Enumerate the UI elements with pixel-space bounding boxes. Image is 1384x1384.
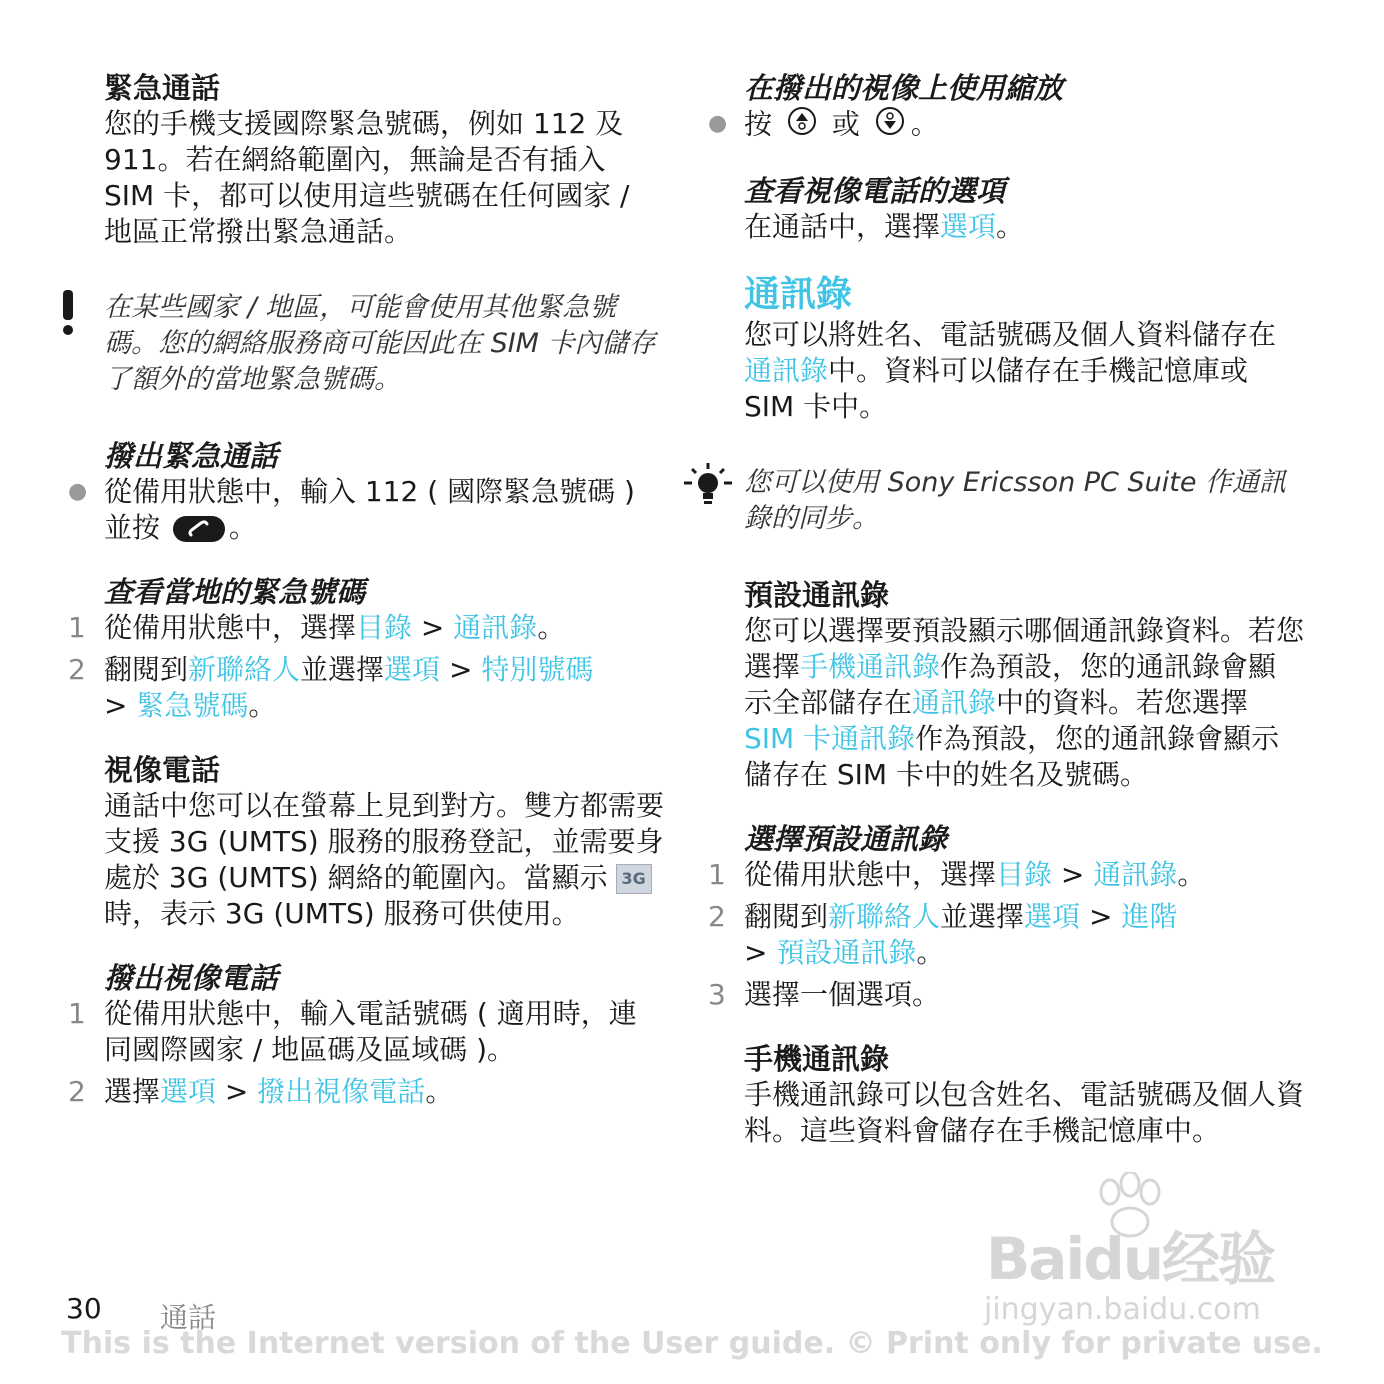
video-call-text: 時，表示 3G (UMTS) 服務可供使用。 [104,897,580,930]
tip-note [744,465,1304,537]
step-number: 2 [708,900,726,933]
step-text: 翻閱到 [104,653,189,686]
new-contact-link[interactable]: 新聯絡人 [188,653,301,686]
bullet-icon: ● [68,479,88,504]
default-text: 中的資料。若您選擇 [996,686,1249,719]
phone-contacts-body: 手機通訊錄可以包含姓名、電話號碼及個人資料。這些資料會儲存在手機記憶庫中。 [744,1078,1305,1147]
step-text: 選擇一個選項。 [744,978,941,1011]
video-call-body [104,788,664,932]
local-emergency-heading: 查看當地的緊急號碼 [104,575,366,609]
contacts-link[interactable]: 通訊錄 [912,686,997,719]
step-text: 從備用狀態中，輸入電話號碼 ( 適用時，連同國際國家 / 地區碼及區域碼 )。 [104,997,637,1066]
list-item [68,652,664,724]
default-contacts-body [744,613,1304,793]
options-link[interactable]: 選項 [1024,900,1081,933]
dial-emergency-item [68,474,664,546]
default-text: 您可以選擇要預設顯示哪個通訊錄資料。若您選擇 [744,614,1305,683]
right-column [708,70,1305,1149]
step-number: 1 [708,858,726,891]
step-end: 。 [537,611,566,644]
contacts-text: 中。資料可以儲存在手機記憶庫或 SIM 卡中。 [744,354,1249,423]
options-link[interactable]: 選項 [160,1075,217,1108]
contacts-body [744,317,1304,425]
contacts-link[interactable]: 通訊錄 [1093,858,1178,891]
sim-contacts-link[interactable]: SIM 卡通訊錄 [744,722,916,755]
step-number: 2 [68,1075,86,1108]
section-name: 通話 [160,1301,217,1334]
menu-link[interactable]: 目錄 [356,611,413,644]
separator: > [744,936,777,969]
step-text: 翻閱到 [744,900,829,933]
step-number: 2 [68,653,86,686]
contacts-link[interactable]: 通訊錄 [453,611,538,644]
watermark-url: jingyan.baidu.com [984,1292,1261,1327]
step-end: 。 [1177,858,1206,891]
tip-note-text: 您可以使用 Sony Ericsson PC Suite 作通訊錄的同步。 [744,467,1287,534]
left-column [68,70,665,1110]
call-key-icon [173,516,225,542]
options-link[interactable]: 選項 [384,653,441,686]
video-call-text: 通話中您可以在螢幕上見到對方。雙方都需要支援 3G (UMTS) 服務的服務登記，並需要身處於 3G (UMTS) 網絡的範圍內。當顯示 [104,789,665,894]
step-end: 。 [916,936,945,969]
new-contact-link[interactable]: 新聯絡人 [828,900,941,933]
watermark-brand: Baidu经验 [986,1225,1275,1293]
zoom-text: 。 [910,107,939,141]
contacts-section-heading: 通訊錄 [744,274,853,315]
step-text: 並選擇 [940,900,1025,933]
step-text: 選擇 [104,1075,161,1108]
emergency-numbers-link[interactable]: 緊急號碼 [136,689,249,722]
step-text: 並選擇 [300,653,385,686]
default-contacts-link[interactable]: 預設通訊錄 [776,936,917,969]
emergency-calls-heading: 緊急通話 [104,71,221,105]
separator: > [216,1075,258,1108]
step-text: 從備用狀態中，選擇 [104,611,357,644]
list-item [708,977,1304,1013]
zoom-text: 或 [831,107,860,141]
make-video-call-link[interactable]: 撥出視像電話 [257,1075,426,1108]
default-text: 作為預設，您的通訊錄會顯示全部儲存在 [744,650,1277,719]
warning-note-text: 在某些國家 / 地區，可能會使用其他緊急號碼。您的網絡服務商可能因此在 SIM 卡內儲存了額外的當地緊急號碼。 [104,292,656,395]
advanced-link[interactable]: 進階 [1121,900,1178,933]
list-item [68,996,664,1068]
separator: > [1080,900,1122,933]
3g-indicator-icon: 3G [616,864,652,894]
contacts-text: 您可以將姓名、電話號碼及個人資料儲存在 [744,318,1277,351]
options-end: 。 [996,210,1025,243]
dial-emergency-heading: 撥出緊急通話 [104,439,279,473]
footer-note: This is the Internet version of the User guide. © Print only for private use. [61,1326,1323,1361]
warning-note [104,290,664,398]
zoom-text: 按 [744,107,773,141]
video-options-heading: 查看視像電話的選項 [744,174,1006,208]
menu-link[interactable]: 目錄 [996,858,1053,891]
list-item [708,899,1304,971]
options-link[interactable]: 選項 [940,210,997,243]
dial-emergency-text: 從備用狀態中，輸入 112 ( 國際緊急號碼 ) 並按 [104,475,635,544]
step-end: 。 [248,689,277,722]
separator: > [1052,858,1094,891]
step-text: 從備用狀態中，選擇 [744,858,997,891]
contacts-link[interactable]: 通訊錄 [744,354,829,387]
default-text: 作為預設，您的通訊錄會顯示儲存在 SIM 卡中的姓名及號碼。 [744,722,1280,791]
list-item [708,857,1304,893]
dial-emergency-end: 。 [228,511,257,544]
separator: > [104,689,137,722]
choose-default-heading: 選擇預設通訊錄 [744,822,948,856]
nav-up-key-icon [787,106,817,145]
list-item [68,1074,664,1110]
video-options-body [744,209,1304,245]
separator: > [412,611,454,644]
default-contacts-heading: 預設通訊錄 [744,578,890,612]
step-number: 1 [68,611,86,644]
bullet-icon: ● [708,111,728,136]
nav-down-key-icon [875,106,905,145]
zoom-heading: 在撥出的視像上使用縮放 [744,71,1064,105]
page-number: 30 [66,1292,102,1325]
lightbulb-icon [682,461,734,519]
list-item [68,610,664,646]
dial-video-heading: 撥出視像電話 [104,961,279,995]
emergency-calls-body: 您的手機支援國際緊急號碼，例如 112 及 911。若在網絡範圍內，無論是否有插入 SIM 卡，都可以使用這些號碼在任何國家 / 地區正常撥出緊急通話。 [104,107,630,248]
video-call-heading: 視像電話 [104,753,221,787]
phone-contacts-heading: 手機通訊錄 [744,1042,890,1076]
step-number: 1 [68,997,86,1030]
special-numbers-link[interactable]: 特別號碼 [481,653,594,686]
phone-contacts-link[interactable]: 手機通訊錄 [800,650,941,683]
separator: > [440,653,482,686]
options-text: 在通話中，選擇 [744,210,941,243]
watermark [980,1182,1310,1332]
step-end: 。 [425,1075,454,1108]
exclamation-icon [58,290,78,346]
zoom-item [708,106,1304,145]
step-number: 3 [708,978,726,1011]
